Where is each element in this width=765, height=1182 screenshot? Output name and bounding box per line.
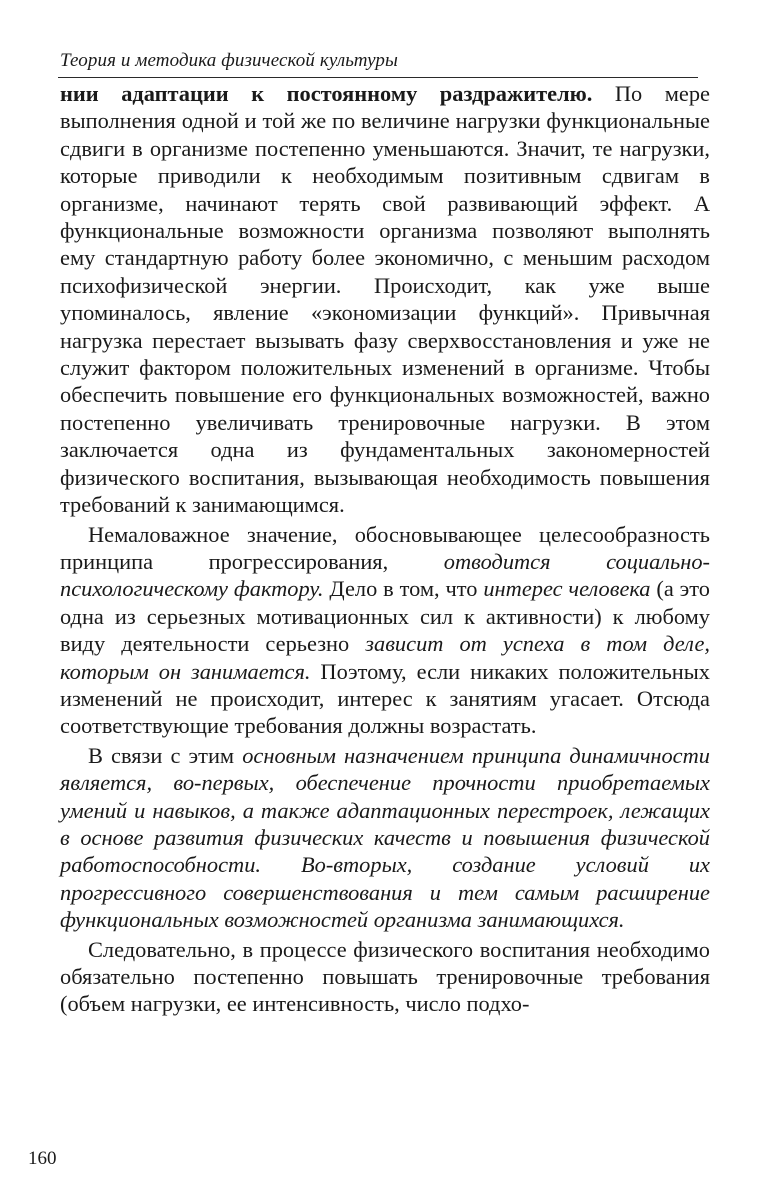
italic-phrase: интерес человека <box>483 576 651 602</box>
italic-phrase: основным назначением принципа динамичности является, во-первых, обеспечение прочности приобретаемых умений и навыков, а также адаптационных перестроек, лежащих в основе развития физических качеств и повышения физической работоспособности. Во-вторых, создание условий их прогрессивного совершенствования и тем самым расширение функциональных возможностей организма занимающихся. <box>60 742 710 933</box>
paragraph-conclusion <box>60 936 710 1018</box>
text-span: Следовательно, в процессе физического воспитания необходимо обязательно постепенно повышать тренировочные требования (объем нагрузки, ее интенсивность, число подхо- <box>60 936 710 1017</box>
header-rule <box>58 77 698 78</box>
paragraph-dynamics-principle <box>60 742 710 934</box>
italic-phrase: отводится социально-психологическому фактору. <box>60 548 710 602</box>
text-span: Поэтому, если никаких положительных изменений не происходит, интерес к занятиям угасает. Отсюда соответствующие требования должны возрастать. <box>60 658 710 739</box>
text-span: В связи с этим <box>88 742 243 768</box>
text-span: По мере выполнения одной и той же по величине нагрузки функциональные сдвиги в организме постепенно уменьшаются. Значит, те нагрузки, которые приводили к необходимым позитивным сдвигам в организме, начинают терять свой развивающий эффект. А функциональные возможности организма позволяют выполнять ему стандартную работу более экономично, с меньшим расходом психофизической энергии. Происходит, как уже выше упоминалось, явление «экономизации функций». Привычная нагрузка перестает вызывать фазу сверхвосстановления и уже не служит фактором положительных изменений в организме. Чтобы обеспечить повышение его функциональных возможностей, важно постепенно увеличивать тренировочные нагрузки. В этом заключается одна из фундаментальных закономерностей физического воспитания, вызывающая необходимость повышения требований к занимающимся. <box>60 81 710 518</box>
text-span: Дело в том, что <box>323 576 484 602</box>
bold-phrase: нии адаптации к постоянному раздражителю. <box>60 81 593 106</box>
running-head: Теория и методика физической культуры <box>60 50 398 71</box>
page-number: 160 <box>28 1148 57 1169</box>
body-text <box>60 80 710 1018</box>
text-span: (а это одна из серьезных мотивационных сил к активности) к любому виду деятельности серьезно <box>60 576 710 657</box>
paragraph-social-factor <box>60 521 710 740</box>
italic-phrase: зависит от успеха в том деле, которым он занимается. <box>60 631 710 684</box>
text-span: Немаловажное значение, обосновывающее целесообразность принципа прогрессирования, <box>60 521 710 574</box>
paragraph-adaptation <box>60 80 710 519</box>
